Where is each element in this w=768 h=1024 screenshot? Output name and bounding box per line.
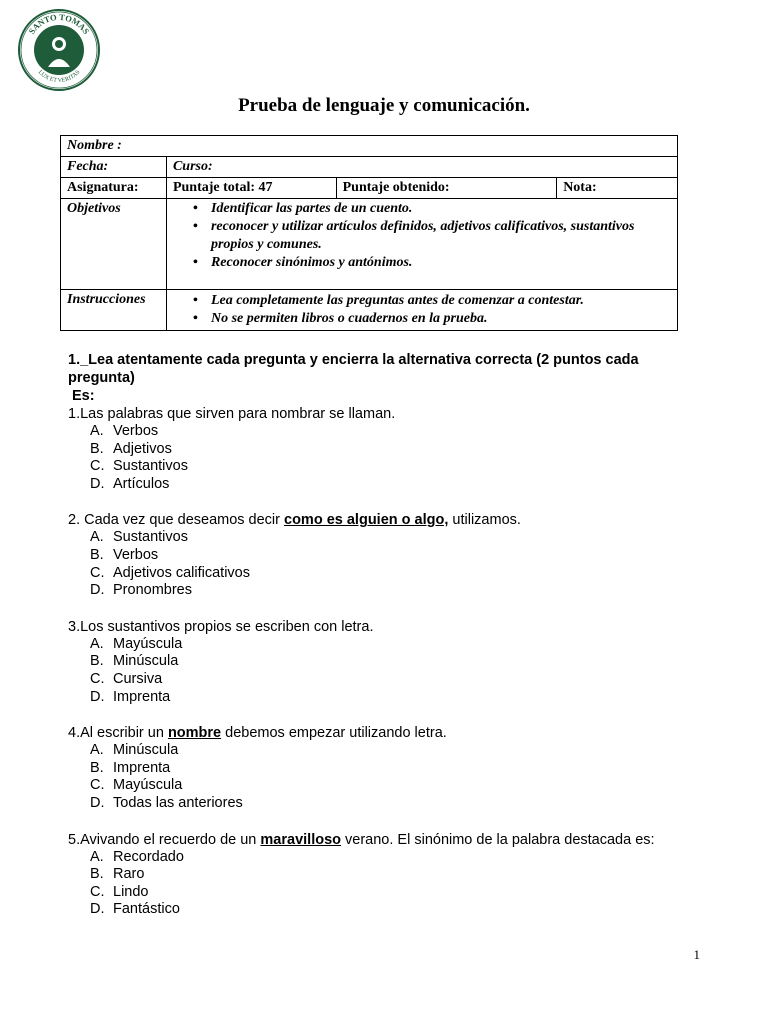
option-text: Pronombres bbox=[113, 582, 192, 599]
question-text-pre: 4.Al escribir un bbox=[68, 725, 168, 742]
option-letter: D. bbox=[90, 794, 105, 811]
instrucciones-label: Instrucciones bbox=[61, 290, 167, 331]
option-item[interactable] bbox=[68, 441, 688, 459]
option-text: Verbos bbox=[113, 546, 159, 563]
highlighted-word: nombre bbox=[167, 725, 222, 742]
objetivos-list bbox=[173, 200, 671, 272]
objetivos-row bbox=[61, 199, 678, 290]
curso-label: Curso: bbox=[166, 157, 677, 178]
nombre-label: Nombre : bbox=[61, 136, 678, 157]
question-list bbox=[68, 405, 688, 919]
option-item[interactable] bbox=[68, 671, 688, 689]
question-text bbox=[68, 618, 688, 636]
question-text bbox=[68, 831, 688, 849]
option-letter: C. bbox=[90, 564, 105, 581]
option-item[interactable] bbox=[68, 849, 688, 867]
question-text-post: utilizamos. bbox=[448, 512, 521, 529]
asignatura-row bbox=[61, 178, 678, 199]
question-text-pre: 5.Avivando el recuerdo de un bbox=[68, 831, 261, 848]
option-item[interactable] bbox=[68, 742, 688, 760]
option-list bbox=[68, 529, 688, 599]
option-letter: C. bbox=[90, 458, 105, 475]
option-letter: C. bbox=[90, 670, 105, 687]
option-letter: C. bbox=[90, 883, 105, 900]
option-item[interactable] bbox=[68, 866, 688, 884]
santo-tomas-logo bbox=[18, 9, 100, 91]
highlighted-word: como es alguien o algo, bbox=[284, 512, 449, 529]
option-text: Minúscula bbox=[113, 742, 179, 759]
option-item[interactable] bbox=[68, 653, 688, 671]
question-text-pre: 1.Las palabras que sirven para nombrar se llaman. bbox=[68, 406, 396, 422]
option-letter: A. bbox=[90, 742, 104, 759]
nota-label: Nota: bbox=[557, 178, 678, 199]
option-letter: A. bbox=[90, 635, 104, 652]
question-text-pre: 2. Cada vez que deseamos decir bbox=[68, 512, 285, 529]
option-item[interactable] bbox=[68, 795, 688, 813]
option-text: Verbos bbox=[113, 423, 159, 439]
option-text: Adjetivos calificativos bbox=[113, 564, 250, 581]
page-number: 1 bbox=[693, 947, 700, 962]
option-text: Todas las anteriores bbox=[113, 794, 243, 811]
question-text bbox=[68, 511, 688, 529]
instrucciones-row bbox=[61, 290, 678, 331]
fecha-row bbox=[61, 157, 678, 178]
question-spacer bbox=[68, 706, 688, 724]
option-list bbox=[68, 636, 688, 706]
question-text-post: verano. El sinónimo de la palabra destacada es: bbox=[341, 831, 655, 848]
option-letter: D. bbox=[90, 475, 105, 492]
option-text: Lindo bbox=[113, 883, 149, 900]
page-title: Prueba de lenguaje y comunicación. bbox=[238, 95, 530, 116]
question-text bbox=[68, 724, 688, 742]
option-text: Adjetivos bbox=[113, 440, 172, 457]
highlighted-word: maravilloso bbox=[260, 831, 341, 848]
asignatura-label: Asignatura: bbox=[61, 178, 167, 199]
objetivos-content bbox=[166, 199, 677, 290]
objetivo-item: • Identificar las partes de un cuento. bbox=[211, 200, 671, 218]
objetivo-item: • Reconocer sinónimos y antónimos. bbox=[211, 254, 671, 272]
instruccion-item: • No se permiten libros o cuadernos en la prueba. bbox=[211, 310, 671, 328]
instrucciones-list bbox=[173, 292, 671, 328]
question-2 bbox=[68, 511, 688, 599]
option-letter: B. bbox=[90, 440, 104, 457]
option-item[interactable] bbox=[68, 529, 688, 547]
option-text: Recordado bbox=[113, 848, 184, 865]
option-letter: D. bbox=[90, 901, 105, 918]
option-text: Artículos bbox=[113, 475, 170, 492]
option-letter: A. bbox=[90, 529, 104, 546]
option-list bbox=[68, 742, 688, 812]
option-letter: B. bbox=[90, 759, 104, 776]
option-item[interactable] bbox=[68, 458, 688, 476]
option-item[interactable] bbox=[68, 565, 688, 583]
fecha-label: Fecha: bbox=[61, 157, 167, 178]
option-item[interactable] bbox=[68, 884, 688, 902]
objetivo-item: • reconocer y utilizar artículos definidos, adjetivos calificativos, sustantivos propios y comunes. bbox=[211, 218, 671, 254]
question-spacer bbox=[68, 813, 688, 831]
option-letter: B. bbox=[90, 653, 104, 670]
option-text: Cursiva bbox=[113, 670, 163, 687]
question-text-post: debemos empezar utilizando letra. bbox=[221, 725, 447, 742]
option-text: Minúscula bbox=[113, 653, 179, 670]
option-list bbox=[68, 423, 688, 493]
option-list bbox=[68, 849, 688, 919]
question-spacer bbox=[68, 493, 688, 511]
option-text: Sustantivos bbox=[113, 529, 188, 546]
info-table bbox=[60, 135, 678, 331]
option-item[interactable] bbox=[68, 689, 688, 707]
option-letter: A. bbox=[90, 848, 104, 865]
option-item[interactable] bbox=[68, 760, 688, 778]
instruccion-item: • Lea completamente las preguntas antes de comenzar a contestar. bbox=[211, 292, 671, 310]
svg-text:LUX ET VERITAS: LUX ET VERITAS bbox=[36, 69, 82, 85]
section-heading: 1._Lea atentamente cada pregunta y encierra la alternativa correcta (2 puntos cada pregunta) bbox=[68, 352, 639, 386]
instrucciones-content bbox=[166, 290, 677, 331]
option-text: Mayúscula bbox=[113, 777, 183, 794]
option-item[interactable] bbox=[68, 636, 688, 654]
question-spacer bbox=[68, 600, 688, 618]
option-item[interactable] bbox=[68, 476, 688, 494]
nombre-row bbox=[61, 136, 678, 157]
option-letter: C. bbox=[90, 777, 105, 794]
option-text: Fantástico bbox=[113, 901, 180, 918]
option-letter: D. bbox=[90, 582, 105, 599]
svg-text:SANTO TOMAS: SANTO TOMAS bbox=[26, 11, 92, 36]
option-item[interactable] bbox=[68, 582, 688, 600]
option-item[interactable] bbox=[68, 901, 688, 919]
es-label: Es: bbox=[72, 388, 95, 404]
option-text: Raro bbox=[113, 866, 145, 883]
option-letter: D. bbox=[90, 688, 105, 705]
objetivos-label: Objetivos bbox=[61, 199, 167, 290]
option-letter: B. bbox=[90, 546, 104, 563]
puntaje-obtenido-label: Puntaje obtenido: bbox=[336, 178, 557, 199]
questions-section bbox=[68, 351, 688, 919]
option-text: Imprenta bbox=[113, 759, 171, 776]
option-text: Sustantivos bbox=[113, 458, 188, 475]
option-item[interactable] bbox=[68, 777, 688, 795]
option-letter: A. bbox=[90, 423, 104, 439]
option-text: Mayúscula bbox=[113, 635, 183, 652]
question-text-pre: 3.Los sustantivos propios se escriben con letra. bbox=[68, 618, 374, 635]
option-text: Imprenta bbox=[113, 688, 171, 705]
option-item[interactable] bbox=[68, 423, 688, 441]
question-3 bbox=[68, 618, 688, 706]
question-5 bbox=[68, 831, 688, 919]
puntaje-total: Puntaje total: 47 bbox=[166, 178, 336, 199]
question-1 bbox=[68, 405, 688, 493]
option-letter: B. bbox=[90, 866, 104, 883]
question-text bbox=[68, 405, 688, 423]
option-item[interactable] bbox=[68, 547, 688, 565]
question-4 bbox=[68, 724, 688, 812]
